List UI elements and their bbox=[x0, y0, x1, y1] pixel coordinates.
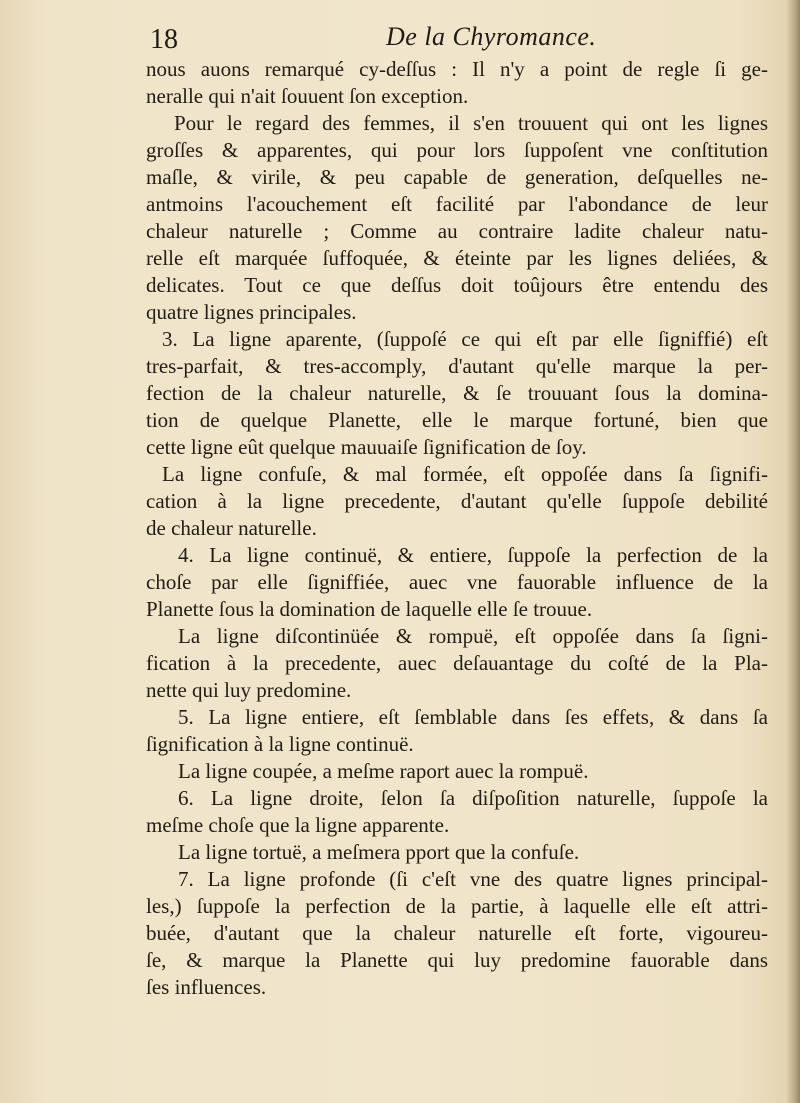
text-line: La ligne confuſe, & mal formée, eſt oppoſée dans ſa ſignifi- bbox=[162, 462, 768, 486]
text-line: maſle, & virile, & peu capable de generation, deſquelles ne- bbox=[146, 165, 768, 189]
text-line: quatre lignes principales. bbox=[146, 300, 357, 324]
text-line: La ligne diſcontinüée & rompuë, eſt oppoſée dans ſa ſigni- bbox=[178, 624, 768, 648]
text-line: 6. La ligne droite, ſelon ſa diſpoſition naturelle, ſuppoſe la bbox=[178, 786, 768, 810]
text-line: fication à la precedente, auec deſauantage du coſté de la Pla- bbox=[146, 651, 768, 675]
text-line: cation à la ligne precedente, d'autant qu'elle ſuppoſe debilité bbox=[146, 489, 768, 513]
text-line: les,) ſuppoſe la perfection de la partie, à laquelle elle eſt attri- bbox=[146, 894, 768, 918]
text-line: meſme choſe que la ligne apparente. bbox=[146, 813, 450, 837]
text-line: fection de la chaleur naturelle, & ſe trouuant ſous la domina- bbox=[146, 381, 768, 405]
text-line: La ligne coupée, a meſme raport auec la rompuë. bbox=[178, 759, 589, 783]
text-line: La ligne tortuë, a meſmera pport que la confuſe. bbox=[178, 840, 580, 864]
text-line: choſe par elle ſigniffiée, auec vne fauorable influence de la bbox=[146, 570, 768, 594]
text-line: tres-parfait, & tres-accomply, d'autant qu'elle marque la per- bbox=[146, 354, 768, 378]
body-text bbox=[146, 56, 768, 1001]
text-line: de chaleur naturelle. bbox=[146, 516, 317, 540]
text-line: tion de quelque Planette, elle le marque fortuné, bien que bbox=[146, 408, 768, 432]
text-line: ſes influences. bbox=[146, 975, 267, 999]
page-edge-shadow bbox=[786, 0, 800, 1103]
text-line: 4. La ligne continuë, & entiere, ſuppoſe la perfection de la bbox=[178, 543, 768, 567]
text-line: 3. La ligne aparente, (ſuppoſé ce qui eſt par elle ſigniffié) eſt bbox=[162, 327, 768, 351]
text-line: chaleur naturelle ; Comme au contraire ladite chaleur natu- bbox=[146, 219, 768, 243]
page-number: 18 bbox=[150, 24, 178, 55]
text-line: nette qui luy predomine. bbox=[146, 678, 352, 702]
text-line: buée, d'autant que la chaleur naturelle eſt forte, vigoureu- bbox=[146, 921, 768, 945]
text-line: cette ligne eût quelque mauuaiſe ſignification de ſoy. bbox=[146, 435, 587, 459]
page-header bbox=[150, 18, 770, 58]
text-line: 5. La ligne entiere, eſt ſemblable dans ſes effets, & dans ſa bbox=[178, 705, 768, 729]
text-line: groſſes & apparentes, qui pour lors ſuppoſent vne conſtitution bbox=[146, 138, 768, 162]
text-line: ſignification à la ligne continuë. bbox=[146, 732, 414, 756]
text-line: antmoins l'acouchement eſt facilité par l'abondance de leur bbox=[146, 192, 768, 216]
text-line: relle eſt marquée ſuffoquée, & éteinte par les lignes deliées, & bbox=[146, 246, 768, 270]
text-line: delicates. Tout ce que deſſus doit toûjours être entendu des bbox=[146, 273, 768, 297]
text-line: Pour le regard des femmes, il s'en trouuent qui ont les lignes bbox=[174, 111, 768, 135]
running-head: De la Chyromance. bbox=[386, 22, 597, 51]
text-line: nous auons remarqué cy-deſſus : Il n'y a point de regle ſi ge- bbox=[146, 57, 768, 81]
text-line: 7. La ligne profonde (ſi c'eſt vne des quatre lignes principal- bbox=[178, 867, 768, 891]
text-line: ſe, & marque la Planette qui luy predomine fauorable dans bbox=[146, 948, 768, 972]
text-line: neralle qui n'ait ſouuent ſon exception. bbox=[146, 84, 469, 108]
text-line: Planette ſous la domination de laquelle elle ſe trouue. bbox=[146, 597, 593, 621]
